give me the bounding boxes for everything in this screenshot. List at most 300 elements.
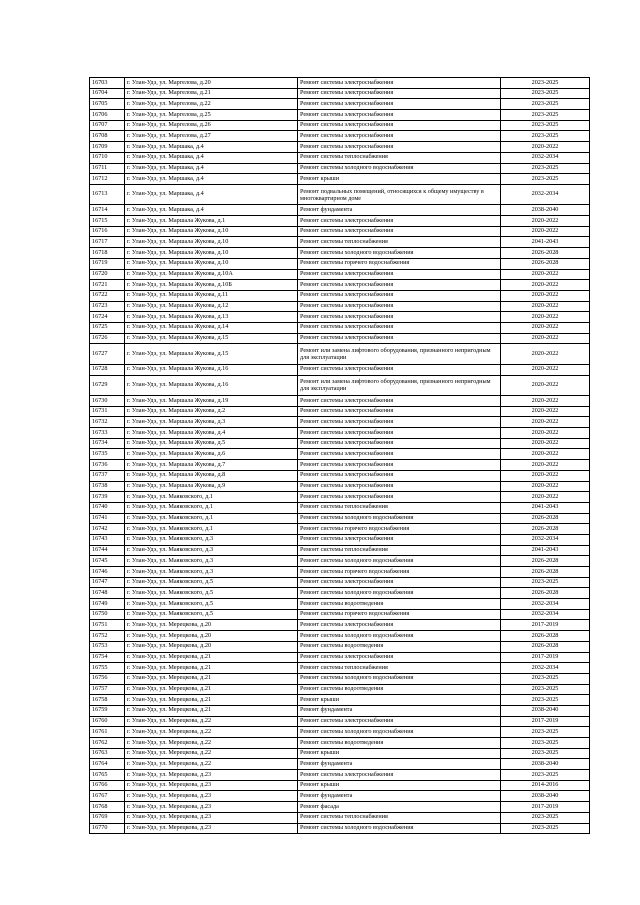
work-type-cell: Ремонт системы электроснабжения — [298, 301, 501, 312]
work-type-cell: Ремонт системы холодного водоснабжения — [298, 556, 501, 567]
row-number-cell: 16753 — [90, 641, 125, 652]
row-number-cell: 16711 — [90, 163, 125, 174]
table-row — [90, 301, 590, 312]
period-cell: 2032-2034 — [501, 152, 590, 163]
address-cell: г. Улан-Удэ, ул. Мерецкова, д.20 — [125, 641, 298, 652]
table-row — [90, 748, 590, 759]
row-number-cell: 16743 — [90, 534, 125, 545]
work-type-cell: Ремонт системы водоотведения — [298, 641, 501, 652]
address-cell: г. Улан-Удэ, ул. Маяковского, д.1 — [125, 492, 298, 503]
table-row — [90, 609, 590, 620]
work-type-cell: Ремонт системы электроснабжения — [298, 396, 501, 407]
address-cell: г. Улан-Удэ, ул. Маяковского, д.1 — [125, 502, 298, 513]
address-cell: г. Улан-Удэ, ул. Мерецкова, д.22 — [125, 727, 298, 738]
table-row — [90, 237, 590, 248]
work-type-cell: Ремонт или замена лифтового оборудования, признанного непригодным для эксплуатации — [298, 344, 501, 365]
period-cell: 2026-2028 — [501, 513, 590, 524]
address-cell: г. Улан-Удэ, ул. Мерецкова, д.21 — [125, 673, 298, 684]
work-type-cell: Ремонт системы холодного водоснабжения — [298, 727, 501, 738]
work-type-cell: Ремонт системы электроснабжения — [298, 492, 501, 503]
address-cell: г. Улан-Удэ, ул. Маршака, д.4 — [125, 205, 298, 216]
table-row — [90, 174, 590, 185]
table-row — [90, 812, 590, 823]
work-type-cell: Ремонт системы горячего водоснабжения — [298, 567, 501, 578]
period-cell: 2020-2022 — [501, 364, 590, 375]
address-cell: г. Улан-Удэ, ул. Маяковского, д.5 — [125, 577, 298, 588]
row-number-cell: 16735 — [90, 449, 125, 460]
period-cell: 2023-2025 — [501, 684, 590, 695]
work-type-cell: Ремонт системы электроснабжения — [298, 131, 501, 142]
period-cell: 2023-2025 — [501, 738, 590, 749]
work-type-cell: Ремонт системы электроснабжения — [298, 470, 501, 481]
address-cell: г. Улан-Удэ, ул. Мерецкова, д.20 — [125, 631, 298, 642]
address-cell: г. Улан-Удэ, ул. Маршака, д.4 — [125, 152, 298, 163]
period-cell: 2023-2025 — [501, 131, 590, 142]
period-cell: 2020-2022 — [501, 449, 590, 460]
row-number-cell: 16718 — [90, 248, 125, 259]
period-cell: 2020-2022 — [501, 269, 590, 280]
row-number-cell: 16744 — [90, 545, 125, 556]
row-number-cell: 16747 — [90, 577, 125, 588]
work-type-cell: Ремонт системы горячего водоснабжения — [298, 258, 501, 269]
address-cell: г. Улан-Удэ, ул. Мерецкова, д.23 — [125, 791, 298, 802]
work-type-cell: Ремонт системы теплоснабжения — [298, 663, 501, 674]
work-type-cell: Ремонт системы электроснабжения — [298, 99, 501, 110]
row-number-cell: 16707 — [90, 120, 125, 131]
work-type-cell: Ремонт системы электроснабжения — [298, 110, 501, 121]
period-cell: 2041-2043 — [501, 545, 590, 556]
row-number-cell: 16728 — [90, 364, 125, 375]
work-type-cell: Ремонт системы водоотведения — [298, 599, 501, 610]
work-type-cell: Ремонт системы электроснабжения — [298, 481, 501, 492]
row-number-cell: 16758 — [90, 695, 125, 706]
work-type-cell: Ремонт системы электроснабжения — [298, 120, 501, 131]
work-type-cell: Ремонт системы электроснабжения — [298, 652, 501, 663]
row-number-cell: 16720 — [90, 269, 125, 280]
table-row — [90, 88, 590, 99]
period-cell: 2038-2040 — [501, 791, 590, 802]
table-row — [90, 131, 590, 142]
address-cell: г. Улан-Удэ, ул. Мерецкова, д.23 — [125, 823, 298, 834]
address-cell: г. Улан-Удэ, ул. Маяковского, д.5 — [125, 609, 298, 620]
row-number-cell: 16752 — [90, 631, 125, 642]
row-number-cell: 16749 — [90, 599, 125, 610]
period-cell: 2023-2025 — [501, 812, 590, 823]
period-cell: 2023-2025 — [501, 770, 590, 781]
table-row — [90, 364, 590, 375]
row-number-cell: 16713 — [90, 184, 125, 205]
address-cell: г. Улан-Удэ, ул. Маршала Жукова, д.9 — [125, 481, 298, 492]
table-row — [90, 78, 590, 89]
table-row — [90, 417, 590, 428]
period-cell: 2026-2028 — [501, 567, 590, 578]
address-cell: г. Улан-Удэ, ул. Маяковского, д.5 — [125, 599, 298, 610]
row-number-cell: 16765 — [90, 770, 125, 781]
work-type-cell: Ремонт системы электроснабжения — [298, 142, 501, 153]
row-number-cell: 16712 — [90, 174, 125, 185]
table-row — [90, 333, 590, 344]
work-type-cell: Ремонт системы электроснабжения — [298, 460, 501, 471]
row-number-cell: 16726 — [90, 333, 125, 344]
address-cell: г. Улан-Удэ, ул. Маршала Жукова, д.10 — [125, 248, 298, 259]
address-cell: г. Улан-Удэ, ул. Маргелова, д.25 — [125, 110, 298, 121]
work-type-cell: Ремонт системы холодного водоснабжения — [298, 513, 501, 524]
address-cell: г. Улан-Удэ, ул. Маяковского, д.3 — [125, 567, 298, 578]
row-number-cell: 16736 — [90, 460, 125, 471]
period-cell: 2017-2019 — [501, 802, 590, 813]
period-cell: 2020-2022 — [501, 142, 590, 153]
row-number-cell: 16739 — [90, 492, 125, 503]
table-row — [90, 290, 590, 301]
row-number-cell: 16738 — [90, 481, 125, 492]
table-row — [90, 567, 590, 578]
period-cell: 2023-2025 — [501, 78, 590, 89]
row-number-cell: 16742 — [90, 524, 125, 535]
period-cell: 2026-2028 — [501, 248, 590, 259]
row-number-cell: 16740 — [90, 502, 125, 513]
row-number-cell: 16741 — [90, 513, 125, 524]
row-number-cell: 16751 — [90, 620, 125, 631]
address-cell: г. Улан-Удэ, ул. Маршала Жукова, д.15 — [125, 333, 298, 344]
period-cell: 2020-2022 — [501, 428, 590, 439]
work-type-cell: Ремонт системы водоотведения — [298, 684, 501, 695]
table-row — [90, 684, 590, 695]
work-type-cell: Ремонт системы электроснабжения — [298, 290, 501, 301]
address-cell: г. Улан-Удэ, ул. Маяковского, д.3 — [125, 556, 298, 567]
table-row — [90, 716, 590, 727]
address-cell: г. Улан-Удэ, ул. Маршала Жукова, д.12 — [125, 301, 298, 312]
period-cell: 2020-2022 — [501, 322, 590, 333]
row-number-cell: 16714 — [90, 205, 125, 216]
period-cell: 2041-2043 — [501, 502, 590, 513]
work-type-cell: Ремонт системы электроснабжения — [298, 216, 501, 227]
row-number-cell: 16731 — [90, 406, 125, 417]
row-number-cell: 16748 — [90, 588, 125, 599]
address-cell: г. Улан-Удэ, ул. Маршала Жукова, д.6 — [125, 449, 298, 460]
row-number-cell: 16709 — [90, 142, 125, 153]
table-row — [90, 344, 590, 365]
row-number-cell: 16761 — [90, 727, 125, 738]
address-cell: г. Улан-Удэ, ул. Маршала Жукова, д.10 — [125, 237, 298, 248]
table-row — [90, 142, 590, 153]
period-cell: 2023-2025 — [501, 88, 590, 99]
row-number-cell: 16722 — [90, 290, 125, 301]
work-type-cell: Ремонт фундамента — [298, 205, 501, 216]
work-type-cell: Ремонт системы холодного водоснабжения — [298, 631, 501, 642]
work-type-cell: Ремонт системы электроснабжения — [298, 428, 501, 439]
table-row — [90, 269, 590, 280]
row-number-cell: 16705 — [90, 99, 125, 110]
address-cell: г. Улан-Удэ, ул. Маршала Жукова, д.15 — [125, 344, 298, 365]
period-cell: 2020-2022 — [501, 333, 590, 344]
period-cell: 2026-2028 — [501, 258, 590, 269]
work-type-cell: Ремонт системы холодного водоснабжения — [298, 673, 501, 684]
address-cell: г. Улан-Удэ, ул. Маяковского, д.3 — [125, 534, 298, 545]
table-row — [90, 205, 590, 216]
work-type-cell: Ремонт системы электроснабжения — [298, 226, 501, 237]
table-row — [90, 216, 590, 227]
period-cell: 2023-2025 — [501, 673, 590, 684]
address-cell: г. Улан-Удэ, ул. Маршала Жукова, д.4 — [125, 428, 298, 439]
address-cell: г. Улан-Удэ, ул. Маргелова, д.26 — [125, 120, 298, 131]
address-cell: г. Улан-Удэ, ул. Маяковского, д.5 — [125, 588, 298, 599]
period-cell: 2017-2019 — [501, 716, 590, 727]
address-cell: г. Улан-Удэ, ул. Маршака, д.4 — [125, 184, 298, 205]
table-row — [90, 823, 590, 834]
table-row — [90, 322, 590, 333]
work-type-cell: Ремонт системы электроснабжения — [298, 333, 501, 344]
row-number-cell: 16721 — [90, 280, 125, 291]
address-cell: г. Улан-Удэ, ул. Маршака, д.4 — [125, 142, 298, 153]
address-cell: г. Улан-Удэ, ул. Маршала Жукова, д.3 — [125, 417, 298, 428]
work-type-cell: Ремонт системы теплоснабжения — [298, 152, 501, 163]
work-type-cell: Ремонт системы теплоснабжения — [298, 502, 501, 513]
address-cell: г. Улан-Удэ, ул. Маршала Жукова, д.11 — [125, 290, 298, 301]
period-cell: 2023-2025 — [501, 163, 590, 174]
period-cell: 2038-2040 — [501, 705, 590, 716]
work-type-cell: Ремонт системы электроснабжения — [298, 406, 501, 417]
table-row — [90, 438, 590, 449]
table-row — [90, 727, 590, 738]
table-row — [90, 738, 590, 749]
row-number-cell: 16723 — [90, 301, 125, 312]
period-cell: 2020-2022 — [501, 226, 590, 237]
table-row — [90, 375, 590, 396]
period-cell: 2023-2025 — [501, 174, 590, 185]
table-row — [90, 695, 590, 706]
period-cell: 2038-2040 — [501, 205, 590, 216]
period-cell: 2032-2034 — [501, 599, 590, 610]
table-row — [90, 652, 590, 663]
table-row — [90, 110, 590, 121]
row-number-cell: 16755 — [90, 663, 125, 674]
period-cell: 2020-2022 — [501, 301, 590, 312]
work-type-cell: Ремонт системы электроснабжения — [298, 312, 501, 323]
table-row — [90, 312, 590, 323]
table-row — [90, 524, 590, 535]
address-cell: г. Улан-Удэ, ул. Маршала Жукова, д.13 — [125, 312, 298, 323]
row-number-cell: 16706 — [90, 110, 125, 121]
work-type-cell: Ремонт системы электроснабжения — [298, 280, 501, 291]
table-row — [90, 599, 590, 610]
work-type-cell: Ремонт системы холодного водоснабжения — [298, 248, 501, 259]
work-type-cell: Ремонт системы горячего водоснабжения — [298, 609, 501, 620]
address-cell: г. Улан-Удэ, ул. Маяковского, д.3 — [125, 545, 298, 556]
address-cell: г. Улан-Удэ, ул. Маршала Жукова, д.19 — [125, 396, 298, 407]
address-cell: г. Улан-Удэ, ул. Мерецкова, д.20 — [125, 620, 298, 631]
table-row — [90, 545, 590, 556]
row-number-cell: 16737 — [90, 470, 125, 481]
row-number-cell: 16703 — [90, 78, 125, 89]
table-row — [90, 428, 590, 439]
row-number-cell: 16769 — [90, 812, 125, 823]
table-row — [90, 631, 590, 642]
period-cell: 2026-2028 — [501, 588, 590, 599]
row-number-cell: 16724 — [90, 312, 125, 323]
work-type-cell: Ремонт системы электроснабжения — [298, 322, 501, 333]
period-cell: 2020-2022 — [501, 481, 590, 492]
work-type-cell: Ремонт крыши — [298, 748, 501, 759]
address-cell: г. Улан-Удэ, ул. Мерецкова, д.23 — [125, 802, 298, 813]
row-number-cell: 16725 — [90, 322, 125, 333]
row-number-cell: 16732 — [90, 417, 125, 428]
address-cell: г. Улан-Удэ, ул. Маршака, д.4 — [125, 174, 298, 185]
address-cell: г. Улан-Удэ, ул. Маршала Жукова, д.2 — [125, 406, 298, 417]
table-row — [90, 163, 590, 174]
address-cell: г. Улан-Удэ, ул. Маршала Жукова, д.10А — [125, 269, 298, 280]
period-cell: 2020-2022 — [501, 406, 590, 417]
period-cell: 2020-2022 — [501, 470, 590, 481]
row-number-cell: 16767 — [90, 791, 125, 802]
table-row — [90, 492, 590, 503]
address-cell: г. Улан-Удэ, ул. Мерецкова, д.22 — [125, 748, 298, 759]
table-body — [90, 78, 590, 834]
work-type-cell: Ремонт системы электроснабжения — [298, 269, 501, 280]
table-row — [90, 641, 590, 652]
table-row — [90, 449, 590, 460]
table-row — [90, 280, 590, 291]
period-cell: 2032-2034 — [501, 663, 590, 674]
address-cell: г. Улан-Удэ, ул. Мерецкова, д.21 — [125, 663, 298, 674]
address-cell: г. Улан-Удэ, ул. Маршала Жукова, д.10 — [125, 226, 298, 237]
work-type-cell: Ремонт подвальных помещений, относящихся к общему имуществу в многоквартирном доме — [298, 184, 501, 205]
work-type-cell: Ремонт системы холодного водоснабжения — [298, 163, 501, 174]
work-type-cell: Ремонт системы электроснабжения — [298, 417, 501, 428]
row-number-cell: 16763 — [90, 748, 125, 759]
period-cell: 2023-2025 — [501, 823, 590, 834]
work-type-cell: Ремонт системы электроснабжения — [298, 770, 501, 781]
address-cell: г. Улан-Удэ, ул. Маргелова, д.21 — [125, 88, 298, 99]
work-type-cell: Ремонт фасада — [298, 802, 501, 813]
row-number-cell: 16716 — [90, 226, 125, 237]
table-row — [90, 802, 590, 813]
work-type-cell: Ремонт системы теплоснабжения — [298, 545, 501, 556]
address-cell: г. Улан-Удэ, ул. Маргелова, д.22 — [125, 99, 298, 110]
row-number-cell: 16715 — [90, 216, 125, 227]
period-cell: 2026-2028 — [501, 556, 590, 567]
period-cell: 2020-2022 — [501, 312, 590, 323]
work-type-cell: Ремонт системы теплоснабжения — [298, 237, 501, 248]
row-number-cell: 16756 — [90, 673, 125, 684]
address-cell: г. Улан-Удэ, ул. Маршала Жукова, д.1 — [125, 216, 298, 227]
table-row — [90, 226, 590, 237]
address-cell: г. Улан-Удэ, ул. Мерецкова, д.23 — [125, 812, 298, 823]
work-type-cell: Ремонт системы холодного водоснабжения — [298, 588, 501, 599]
period-cell: 2020-2022 — [501, 375, 590, 396]
address-cell: г. Улан-Удэ, ул. Маяковского, д.1 — [125, 524, 298, 535]
table-row — [90, 588, 590, 599]
address-cell: г. Улан-Удэ, ул. Маршала Жукова, д.5 — [125, 438, 298, 449]
table-row — [90, 759, 590, 770]
work-type-cell: Ремонт крыши — [298, 174, 501, 185]
period-cell: 2014-2016 — [501, 780, 590, 791]
period-cell: 2038-2040 — [501, 759, 590, 770]
address-cell: г. Улан-Удэ, ул. Маршала Жукова, д.16 — [125, 364, 298, 375]
period-cell: 2020-2022 — [501, 492, 590, 503]
table-row — [90, 258, 590, 269]
table-row — [90, 470, 590, 481]
row-number-cell: 16727 — [90, 344, 125, 365]
work-type-cell: Ремонт системы холодного водоснабжения — [298, 823, 501, 834]
work-type-cell: Ремонт системы электроснабжения — [298, 534, 501, 545]
period-cell: 2020-2022 — [501, 417, 590, 428]
row-number-cell: 16745 — [90, 556, 125, 567]
period-cell: 2026-2028 — [501, 524, 590, 535]
work-type-cell: Ремонт фундамента — [298, 791, 501, 802]
work-type-cell: Ремонт системы электроснабжения — [298, 577, 501, 588]
table-row — [90, 248, 590, 259]
table-row — [90, 481, 590, 492]
work-type-cell: Ремонт системы электроснабжения — [298, 88, 501, 99]
table-row — [90, 673, 590, 684]
work-type-cell: Ремонт системы горячего водоснабжения — [298, 524, 501, 535]
table-row — [90, 577, 590, 588]
table-row — [90, 184, 590, 205]
repair-schedule-table — [89, 77, 590, 834]
table-row — [90, 770, 590, 781]
row-number-cell: 16733 — [90, 428, 125, 439]
work-type-cell: Ремонт системы электроснабжения — [298, 438, 501, 449]
row-number-cell: 16734 — [90, 438, 125, 449]
address-cell: г. Улан-Удэ, ул. Маршала Жукова, д.10 — [125, 258, 298, 269]
row-number-cell: 16768 — [90, 802, 125, 813]
row-number-cell: 16759 — [90, 705, 125, 716]
table-row — [90, 152, 590, 163]
period-cell: 2026-2028 — [501, 631, 590, 642]
table-row — [90, 705, 590, 716]
work-type-cell: Ремонт системы электроснабжения — [298, 78, 501, 89]
period-cell: 2023-2025 — [501, 577, 590, 588]
period-cell: 2023-2025 — [501, 99, 590, 110]
period-cell: 2020-2022 — [501, 396, 590, 407]
address-cell: г. Улан-Удэ, ул. Мерецкова, д.23 — [125, 770, 298, 781]
row-number-cell: 16704 — [90, 88, 125, 99]
address-cell: г. Улан-Удэ, ул. Мерецкова, д.21 — [125, 652, 298, 663]
table-row — [90, 791, 590, 802]
row-number-cell: 16754 — [90, 652, 125, 663]
period-cell: 2023-2025 — [501, 120, 590, 131]
period-cell: 2017-2019 — [501, 652, 590, 663]
address-cell: г. Улан-Удэ, ул. Мерецкова, д.21 — [125, 684, 298, 695]
period-cell: 2032-2034 — [501, 534, 590, 545]
table-row — [90, 534, 590, 545]
table-row — [90, 120, 590, 131]
work-type-cell: Ремонт системы теплоснабжения — [298, 812, 501, 823]
work-type-cell: Ремонт системы электроснабжения — [298, 716, 501, 727]
address-cell: г. Улан-Удэ, ул. Мерецкова, д.21 — [125, 695, 298, 706]
row-number-cell: 16760 — [90, 716, 125, 727]
period-cell: 2023-2025 — [501, 727, 590, 738]
period-cell: 2041-2043 — [501, 237, 590, 248]
address-cell: г. Улан-Удэ, ул. Маршала Жукова, д.7 — [125, 460, 298, 471]
address-cell: г. Улан-Удэ, ул. Маргелова, д.20 — [125, 78, 298, 89]
row-number-cell: 16729 — [90, 375, 125, 396]
table-row — [90, 396, 590, 407]
period-cell: 2017-2019 — [501, 620, 590, 631]
period-cell: 2026-2028 — [501, 641, 590, 652]
row-number-cell: 16750 — [90, 609, 125, 620]
address-cell: г. Улан-Удэ, ул. Мерецкова, д.21 — [125, 705, 298, 716]
table-row — [90, 99, 590, 110]
table-row — [90, 556, 590, 567]
table-row — [90, 780, 590, 791]
row-number-cell: 16762 — [90, 738, 125, 749]
row-number-cell: 16770 — [90, 823, 125, 834]
row-number-cell: 16766 — [90, 780, 125, 791]
work-type-cell: Ремонт системы электроснабжения — [298, 620, 501, 631]
row-number-cell: 16710 — [90, 152, 125, 163]
period-cell: 2032-2034 — [501, 184, 590, 205]
